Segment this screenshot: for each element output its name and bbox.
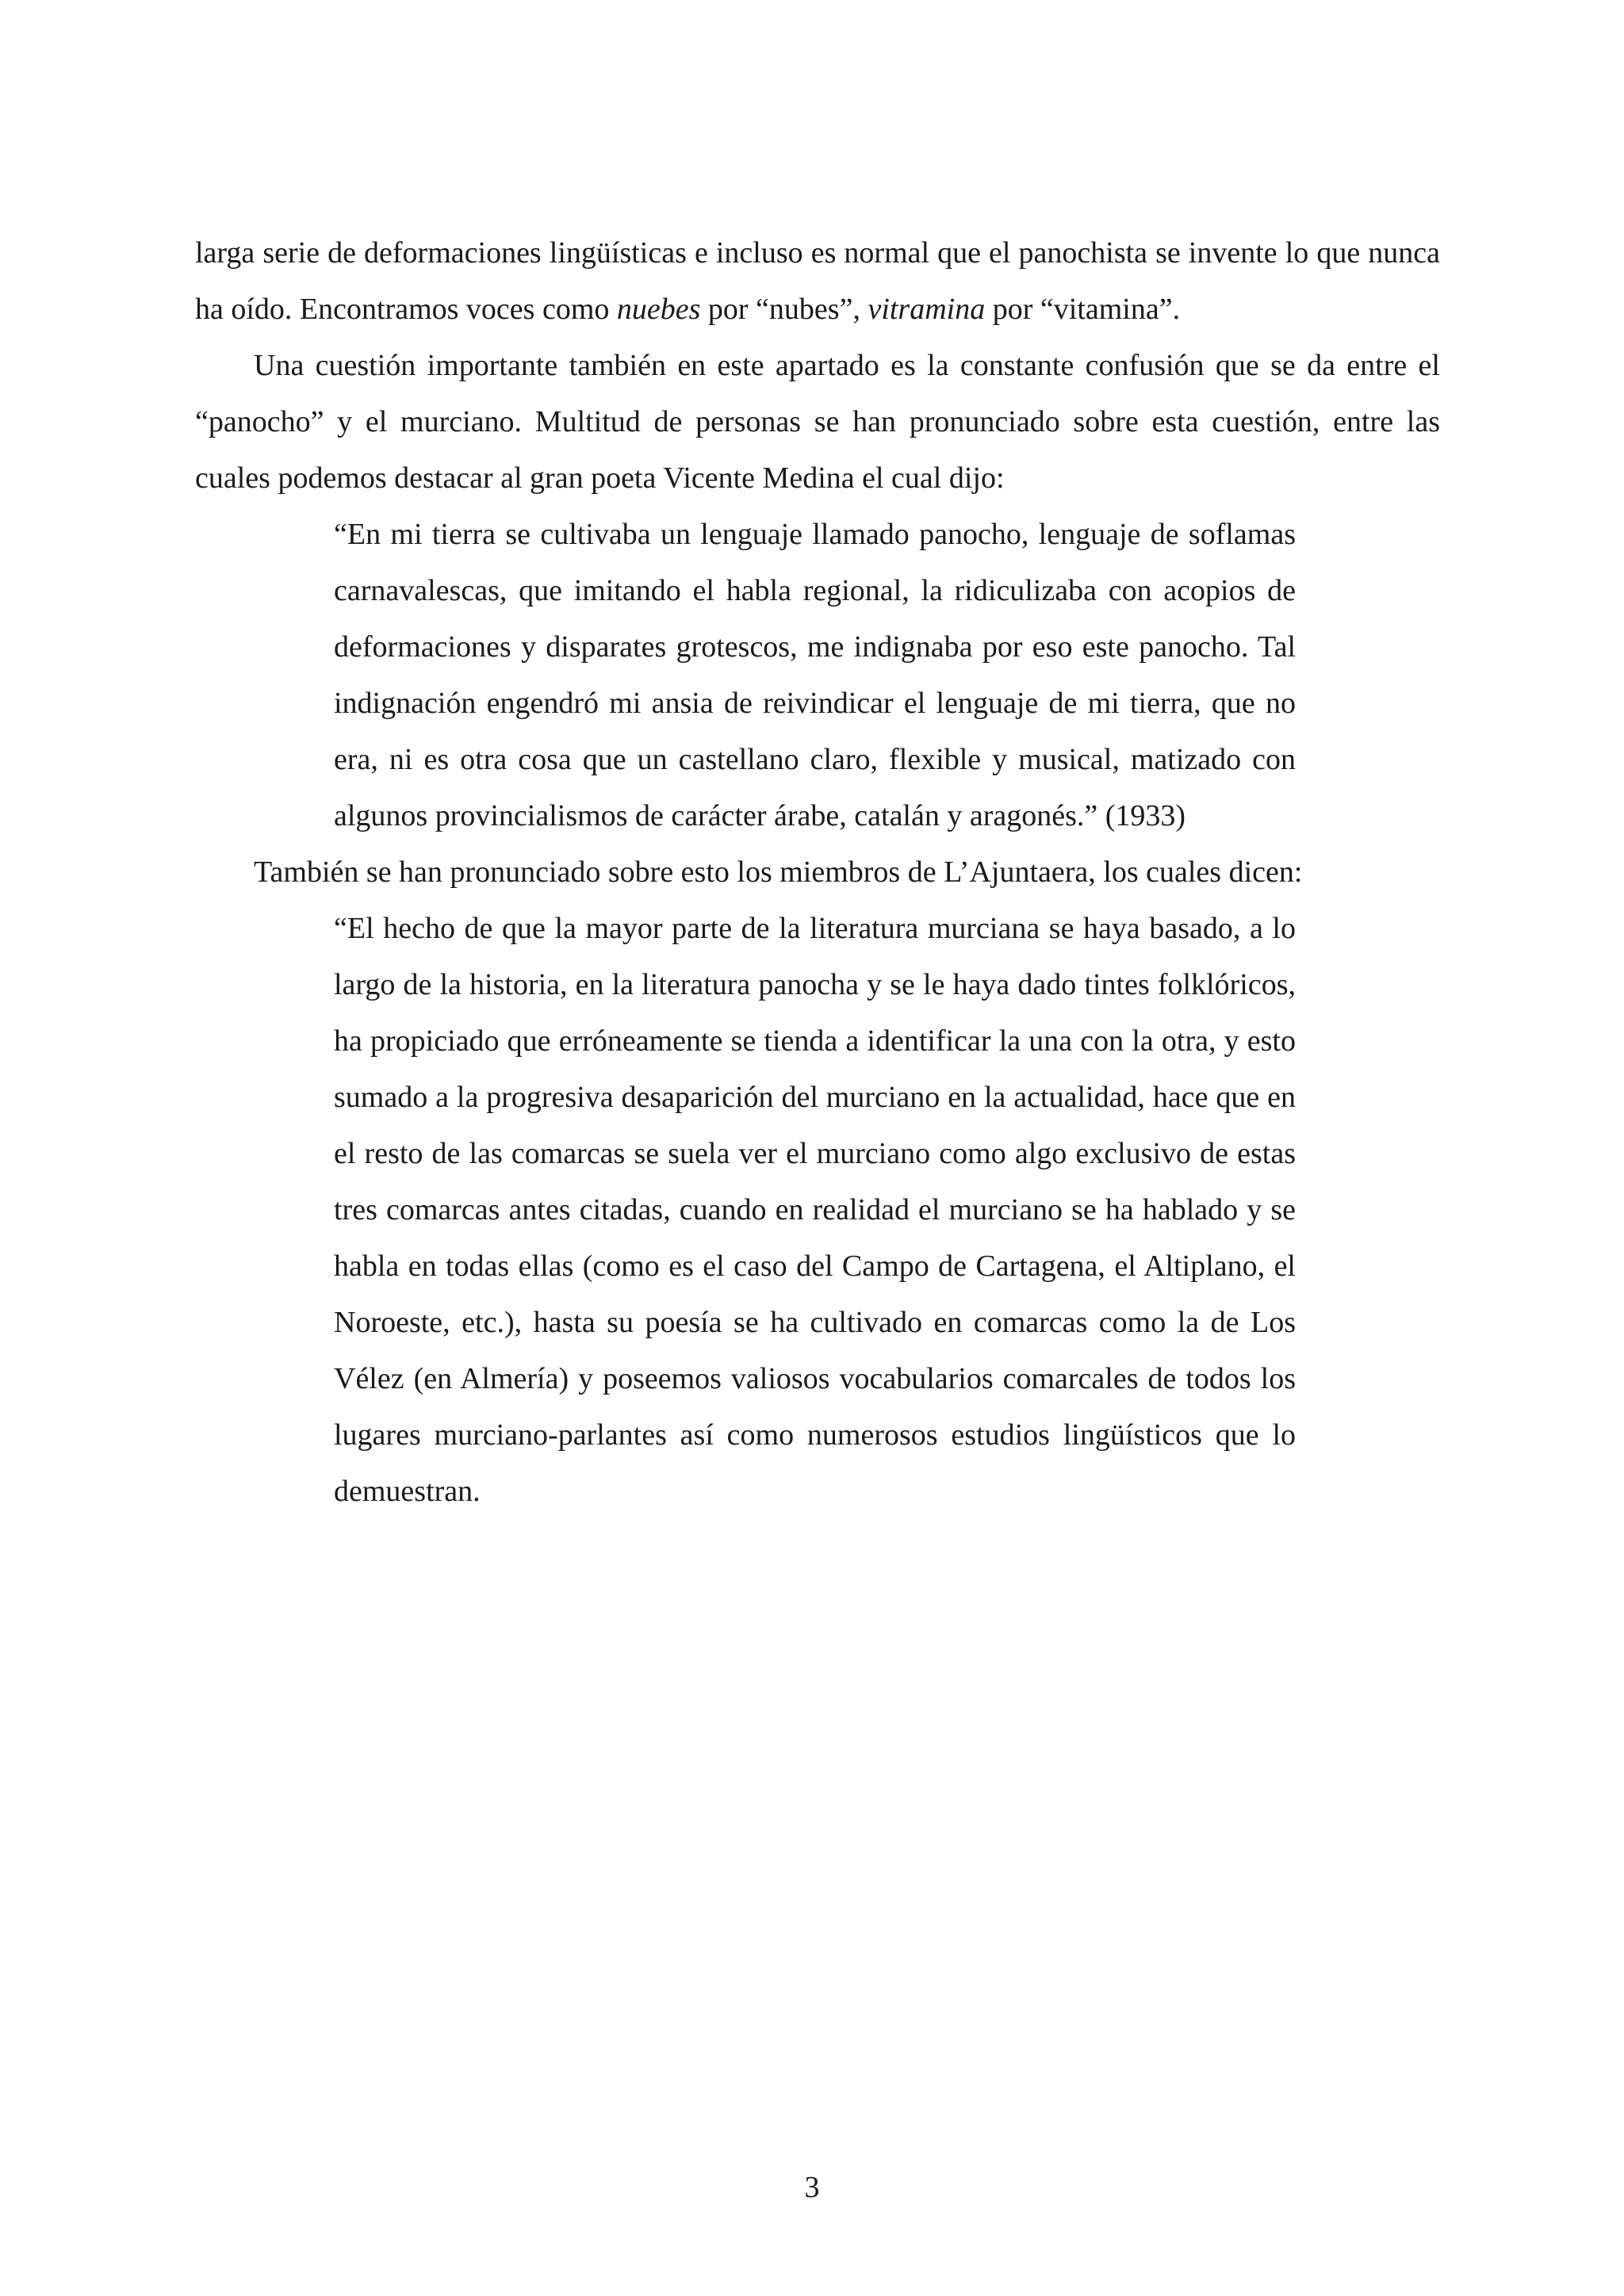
paragraph-text-c: por “vitamina”. [985,293,1181,326]
paragraph-ajuntaera: También se han pronunciado sobre esto los miembros de L’Ajuntaera, los cuales dicen: [254,855,1303,889]
page-number: 3 [804,2171,820,2204]
paragraph-continuation [195,225,1440,338]
block-quote-ajuntaera: “El hecho de que la mayor parte de la literatura murciana se haya basado, a lo largo de la historia, en la literatura panocha y se le haya dado tintes folklóricos, ha propiciado que erróneamente se tienda a identificar la una con la otra, y esto sumado a la progresiva desaparición del murciano en la actualidad, hace que en el resto de las comarcas se suela ver el murciano como algo exclusivo de estas tres comarcas antes citadas, cuando en realidad el murciano se ha hablado y se habla en todas ellas (como es el caso del Campo de Cartagena, el Altiplano, el Noroeste, etc.), hasta su poesía se ha cultivado en comarcas como la de Los Vélez (en Almería) y poseemos valiosos vocabularios comarcales de todos los lugares murciano-parlantes así como numerosos estudios lingüísticos que lo demuestran. [334,912,1296,1508]
italic-term-vitramina: vitramina [868,293,986,326]
italic-term-nuebes: nuebes [616,293,701,326]
paragraph-confusion: Una cuestión importante también en este apartado es la constante confusión que se da entre el “panocho” y el murciano. Multitud de personas se han pronunciado sobre esta cuestión, entre las cuales podemos destacar al gran poeta Vicente Medina el cual dijo: [195,349,1440,495]
block-quote-medina: “En mi tierra se cultivaba un lenguaje llamado panocho, lenguaje de soflamas carnavalescas, que imitando el habla regional, la ridiculizaba con acopios de deformaciones y disparates grotescos, me indignaba por eso este panocho. Tal indignación engendró mi ansia de reivindicar el lenguaje de mi tierra, que no era, ni es otra cosa que un castellano claro, flexible y musical, matizado con algunos provincialismos de carácter árabe, catalán y aragonés.” (1933) [334,518,1296,832]
document-body [195,225,1440,1520]
paragraph-text-b: por “nubes”, [700,293,868,326]
paragraph-text-a: larga serie de deformaciones lingüísticas e incluso es normal que el panochista se invente lo que nunca ha oído. Encontramos voces como [195,236,1440,326]
